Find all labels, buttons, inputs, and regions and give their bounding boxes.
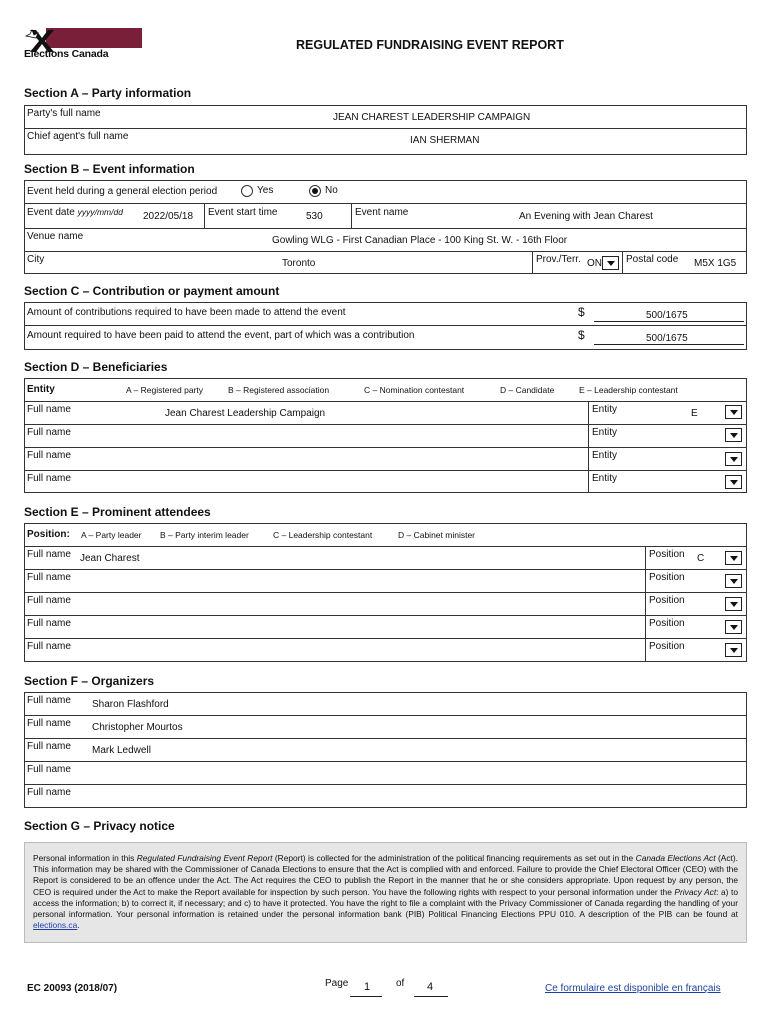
privacy-text: : a) to access the information; b) to correct it, if necessary; and c) to have it protected. You have the right to file a complaint with the Privacy Commissioner of Canada regarding the handling of your personal information. Your personal information is retained under the personal information bank (PIB) Political Financing Elections PPU 010. A description of the PIB can be found at	[33, 886, 738, 920]
privacy-text-italic: Regulated Fundraising Event Report	[136, 853, 273, 863]
position-dropdown[interactable]	[725, 597, 742, 611]
entity-dropdown[interactable]	[725, 452, 742, 466]
attendee-position-value[interactable]: C	[697, 553, 705, 564]
privacy-text-italic: Privacy Act	[674, 886, 717, 897]
section-e-heading: Section E – Prominent attendees	[24, 505, 211, 519]
logo-text: Elections Canada	[24, 48, 109, 60]
contribution-required-field[interactable]: 500/1675	[646, 310, 688, 321]
payment-required-field[interactable]: 500/1675	[646, 333, 688, 344]
city-label: City	[27, 254, 45, 265]
general-election-label: Event held during a general election period	[27, 186, 218, 197]
entity-dropdown[interactable]	[725, 475, 742, 489]
event-date-label	[27, 207, 123, 218]
attendee-name-field[interactable]: Jean Charest	[80, 553, 140, 564]
legend-a: A – Registered party	[126, 385, 204, 395]
position-dropdown[interactable]	[725, 620, 742, 634]
beneficiary-entity-label: Entity	[592, 473, 618, 484]
entity-dropdown[interactable]	[725, 405, 742, 419]
beneficiary-name-label: Full name	[27, 404, 71, 415]
section-a-heading: Section A – Party information	[24, 86, 192, 100]
position-dropdown[interactable]	[725, 551, 742, 565]
section-c-heading: Section C – Contribution or payment amount	[24, 284, 280, 298]
privacy-text: Personal information in this	[33, 853, 137, 863]
attendee-name-label: Full name	[27, 572, 71, 583]
date-format-hint: yyyy/mm/dd	[77, 207, 123, 217]
beneficiary-entity-value[interactable]: E	[691, 408, 698, 419]
legend-e: E – Leadership contestant	[579, 385, 678, 395]
section-d-heading: Section D – Beneficiaries	[24, 360, 168, 374]
beneficiary-name-field[interactable]: Jean Charest Leadership Campaign	[165, 408, 326, 419]
postal-field[interactable]: M5X 1G5	[694, 258, 737, 269]
currency-symbol: $	[578, 305, 585, 319]
attendee-name-label: Full name	[27, 641, 71, 652]
postal-label: Postal code	[626, 254, 679, 265]
entity-dropdown[interactable]	[725, 428, 742, 442]
attendee-position-label: Position	[649, 572, 685, 583]
total-pages-field[interactable]: 4	[427, 981, 434, 993]
organizer-name-label: Full name	[27, 787, 71, 798]
beneficiary-entity-label: Entity	[592, 404, 618, 415]
french-form-link[interactable]: Ce formulaire est disponible en français	[545, 983, 721, 994]
attendee-position-label: Position	[649, 618, 685, 629]
venue-label: Venue name	[27, 231, 84, 242]
beneficiary-entity-label: Entity	[592, 450, 618, 461]
elections-canada-logo	[24, 26, 144, 60]
event-name-label: Event name	[355, 207, 409, 218]
page-number-field[interactable]: 1	[364, 981, 371, 993]
entity-label: Entity	[27, 384, 55, 395]
organizer-name-label: Full name	[27, 764, 71, 775]
city-field[interactable]: Toronto	[282, 258, 316, 269]
radio-no[interactable]	[309, 185, 321, 197]
party-name-field[interactable]: JEAN CHAREST LEADERSHIP CAMPAIGN	[333, 112, 531, 123]
no-label: No	[325, 185, 338, 196]
section-f-heading: Section F – Organizers	[24, 674, 155, 688]
elections-ca-link[interactable]: elections.ca	[33, 920, 78, 931]
party-name-label: Party's full name	[27, 108, 101, 119]
event-date-field[interactable]: 2022/05/18	[143, 211, 194, 222]
attendee-position-label: Position	[649, 549, 685, 560]
beneficiaries-box	[24, 378, 747, 493]
position-dropdown[interactable]	[725, 643, 742, 657]
of-label: of	[396, 978, 405, 989]
organizer-name-label: Full name	[27, 695, 71, 706]
payment-required-label: Amount required to have been paid to attend the event, part of which was a contribution	[27, 330, 415, 341]
attendee-name-label: Full name	[27, 549, 71, 560]
attendee-name-label: Full name	[27, 595, 71, 606]
chief-agent-field[interactable]: IAN SHERMAN	[410, 135, 480, 146]
privacy-notice	[24, 842, 747, 943]
organizer-name-field[interactable]: Mark Ledwell	[92, 745, 151, 756]
prov-label: Prov./Terr.	[536, 254, 581, 265]
privacy-text: (Report) is collected for the administration of the political financing requirements as set out in the	[272, 853, 636, 863]
form-number: EC 20093 (2018/07)	[27, 983, 118, 994]
attendee-name-label: Full name	[27, 618, 71, 629]
organizer-name-label: Full name	[27, 718, 71, 729]
section-g-heading: Section G – Privacy notice	[24, 819, 175, 833]
event-name-field[interactable]: An Evening with Jean Charest	[519, 211, 653, 222]
privacy-text: .	[77, 920, 80, 931]
beneficiary-name-label: Full name	[27, 427, 71, 438]
beneficiary-name-label: Full name	[27, 473, 71, 484]
beneficiary-entity-label: Entity	[592, 427, 618, 438]
attendee-position-label: Position	[649, 641, 685, 652]
position-legend-b: B – Party interim leader	[160, 530, 249, 540]
event-date-label-text: Event date	[27, 207, 75, 218]
prov-value[interactable]: ON	[587, 258, 602, 269]
currency-symbol: $	[578, 328, 585, 342]
legend-b: B – Registered association	[228, 385, 330, 395]
beneficiary-name-label: Full name	[27, 450, 71, 461]
position-legend-a: A – Party leader	[81, 530, 142, 540]
section-b-heading: Section B – Event information	[24, 162, 195, 176]
position-legend-c: C – Leadership contestant	[273, 530, 373, 540]
radio-yes[interactable]	[241, 185, 253, 197]
position-label: Position:	[27, 529, 70, 540]
position-dropdown[interactable]	[725, 574, 742, 588]
yes-label: Yes	[257, 185, 274, 196]
organizer-name-field[interactable]: Sharon Flashford	[92, 699, 169, 710]
legend-c: C – Nomination contestant	[364, 385, 465, 395]
legend-d: D – Candidate	[500, 385, 555, 395]
venue-field[interactable]: Gowling WLG - First Canadian Place - 100 King St. W. - 16th Floor	[272, 235, 568, 246]
privacy-text: (Act). This information may be shared with the Commissioner of Canada Elections to ensure that the Act is complied with and enforced. Failure to provide the Chief Electoral Officer (CEO) with the Report is considered to be an offence under the Act. The Act requires the CEO to publish the Report in the manner that he or she considers appropriate. Upon request by any person, the CEO is required under the Act to make the Report available for inspection by such person. You have the following rights with respect to your personal information under the	[33, 853, 738, 897]
position-legend-d: D – Cabinet minister	[398, 530, 476, 540]
organizer-name-field[interactable]: Christopher Mourtos	[92, 722, 183, 733]
prov-dropdown[interactable]	[602, 256, 619, 270]
attendee-position-label: Position	[649, 595, 685, 606]
page-title: REGULATED FUNDRAISING EVENT REPORT	[296, 38, 564, 52]
event-start-field[interactable]: 530	[306, 211, 323, 222]
page-label: Page	[325, 978, 349, 989]
event-start-label: Event start time	[208, 207, 278, 218]
privacy-text-italic: Canada Elections Act	[635, 853, 716, 863]
chief-agent-label: Chief agent's full name	[27, 131, 129, 142]
organizer-name-label: Full name	[27, 741, 71, 752]
contribution-required-label: Amount of contributions required to have been made to attend the event	[27, 307, 346, 318]
